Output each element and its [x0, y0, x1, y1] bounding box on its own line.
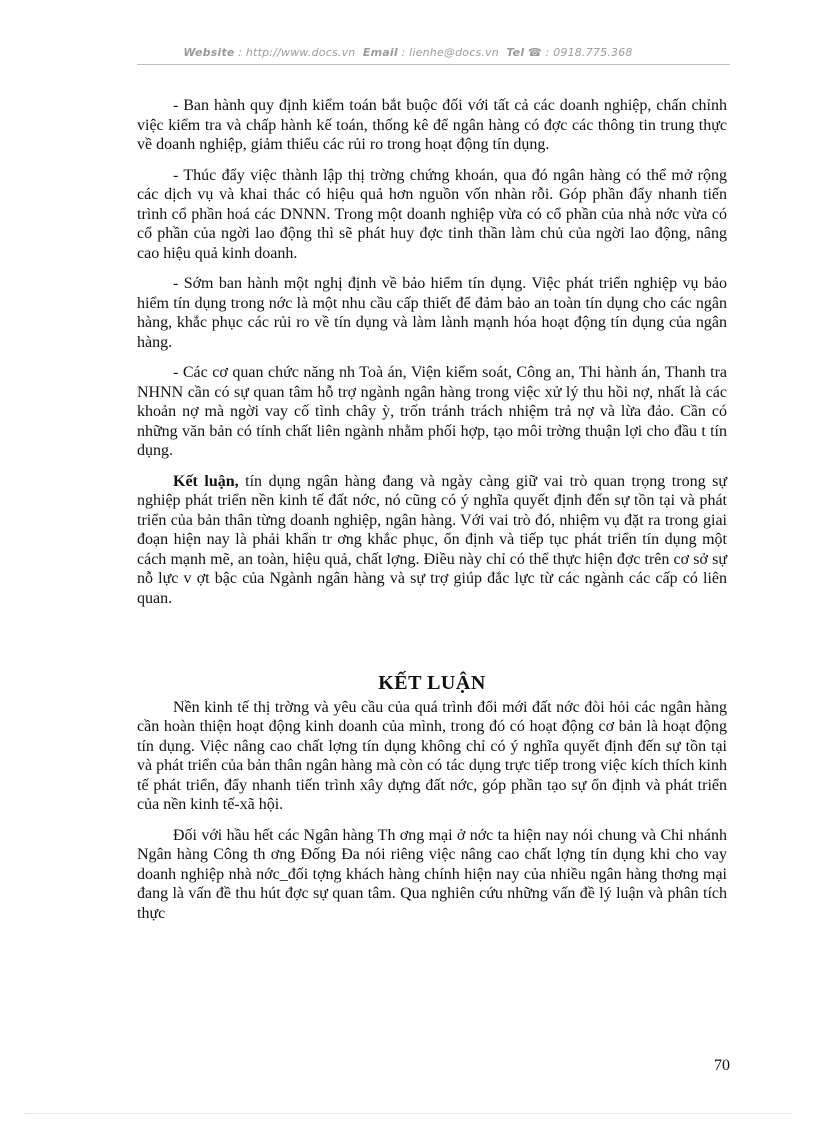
tel-label: Tel: [506, 46, 525, 59]
page-header: [0, 46, 816, 59]
header-divider: [137, 64, 730, 65]
paragraph: - Sớm ban hành một nghị định về bảo hiểm tín dụng. Việc phát triển nghiệp vụ bảo hiểm tín dụng trong nớc là một nhu cầu cấp thiết để đảm bảo an toàn tín dụng cho các ngân hàng, khắc phục các rủi ro về tín dụng và làm lành mạnh hóa hoạt động tín dụng của ngân hàng.: [137, 275, 727, 351]
conclusion-text: tín dụng ngân hàng đang và ngày càng giữ vai trò quan trọng trong sự nghiệp phát triển nền kinh tế đất nớc, nó cũng có ý nghĩa quyết định đến sự tồn tại và phát triển của bản thân từng doanh nghiệp, ngân hàng. Với vai trò đó, nhiệm vụ đặt ra trong giai đoạn hiện nay là phải khẩn tr ơng khắc phục, ổn định và tiếp tục phát triển tín dụng một cách mạnh mẽ, an toàn, hiệu quả, chất lợng. Điều này chỉ có thể thực hiện đợc trên cơ sở sự nỗ lực v ợt bậc của Ngành ngân hàng và sự trợ giúp đắc lực từ các ngành các cấp có liên quan.: [137, 472, 727, 607]
email-label: Email: [362, 46, 398, 59]
paragraph: - Các cơ quan chức năng nh Toà án, Viện kiểm soát, Công an, Thi hành án, Thanh tra NHNN cần có sự quan tâm hỗ trợ ngành ngân hàng trong việc xử lý thu hồi nợ, nhất là các khoản nợ mà ngời vay cố tình chây ỳ, trốn tránh trách nhiệm trả nợ và lừa đảo. Cần có những văn bản có tính chất liên ngành nhằm phối hợp, tạo môi trờng thuận lợi cho đầu t tín dụng.: [137, 364, 727, 459]
section-paragraph: Đối với hầu hết các Ngân hàng Th ơng mại ở nớc ta hiện nay nói chung và Chi nhánh Ngân hàng Công th ơng Đống Đa nói riêng việc nâng cao chất lợng tín dụng khi cho vay doanh nghiệp nhà nớc_đối tợng khách hàng chính hiện nay của nhiều ngân hàng thơng mại đang là vấn đề thu hút đợc sự quan tâm. Qua nghiên cứu những vấn đề lý luận và phân tích thực: [137, 826, 727, 922]
website-label: Website: [183, 46, 235, 59]
page-body: [137, 96, 727, 923]
tel-value: ☎ : 0918.775.368: [528, 46, 633, 59]
footer-divider: [24, 1113, 792, 1114]
paragraph: - Ban hành quy định kiểm toán bắt buộc đối với tất cả các doanh nghiệp, chấn chỉnh việc kiểm tra và chấp hành kế toán, thống kê để ngân hàng có đợc các thông tin trung thực về doanh nghiệp, giảm thiểu các rủi ro trong hoạt động tín dụng.: [137, 97, 727, 153]
email-value: : lienhe@docs.vn: [401, 46, 499, 59]
section-title: KẾT LUẬN: [378, 672, 486, 694]
conclusion-lead: Kết luận,: [173, 472, 239, 490]
website-value: : http://www.docs.vn: [238, 46, 356, 59]
conclusion-paragraph: [137, 472, 727, 609]
page-number: 70: [714, 1057, 730, 1074]
paragraph: - Thúc đẩy việc thành lập thị trờng chứng khoán, qua đó ngân hàng có thể mở rộng các dịch vụ và khai thác có hiệu quả hơn nguồn vốn nhàn rỗi. Góp phần đẩy nhanh tiến trình cổ phần hoá các DNNN. Trong một doanh nghiệp vừa có cổ phần của nhà nớc vừa có cổ phần của ngời lao động thì sẽ phát huy đợc tinh thần làm chủ của ngời lao động, nâng cao hiệu quả kinh doanh.: [137, 166, 727, 262]
section-paragraph: Nền kinh tế thị trờng và yêu cầu của quá trình đổi mới đất nớc đòi hỏi các ngân hàng cần hoàn thiện hoạt động kinh doanh của mình, trong đó có hoạt động cơ bản là hoạt động tín dụng. Việc nâng cao chất lợng tín dụng không chỉ có ý nghĩa quyết định đến sự tồn tại và phát triển của bản thân ngân hàng mà còn có tác dụng trực tiếp trong việc kích thích kinh tế phát triển, đẩy nhanh tiến trình xây dựng đất nớc, góp phần tạo sự ổn định và phát triển của nền kinh tế-xã hội.: [137, 698, 727, 813]
